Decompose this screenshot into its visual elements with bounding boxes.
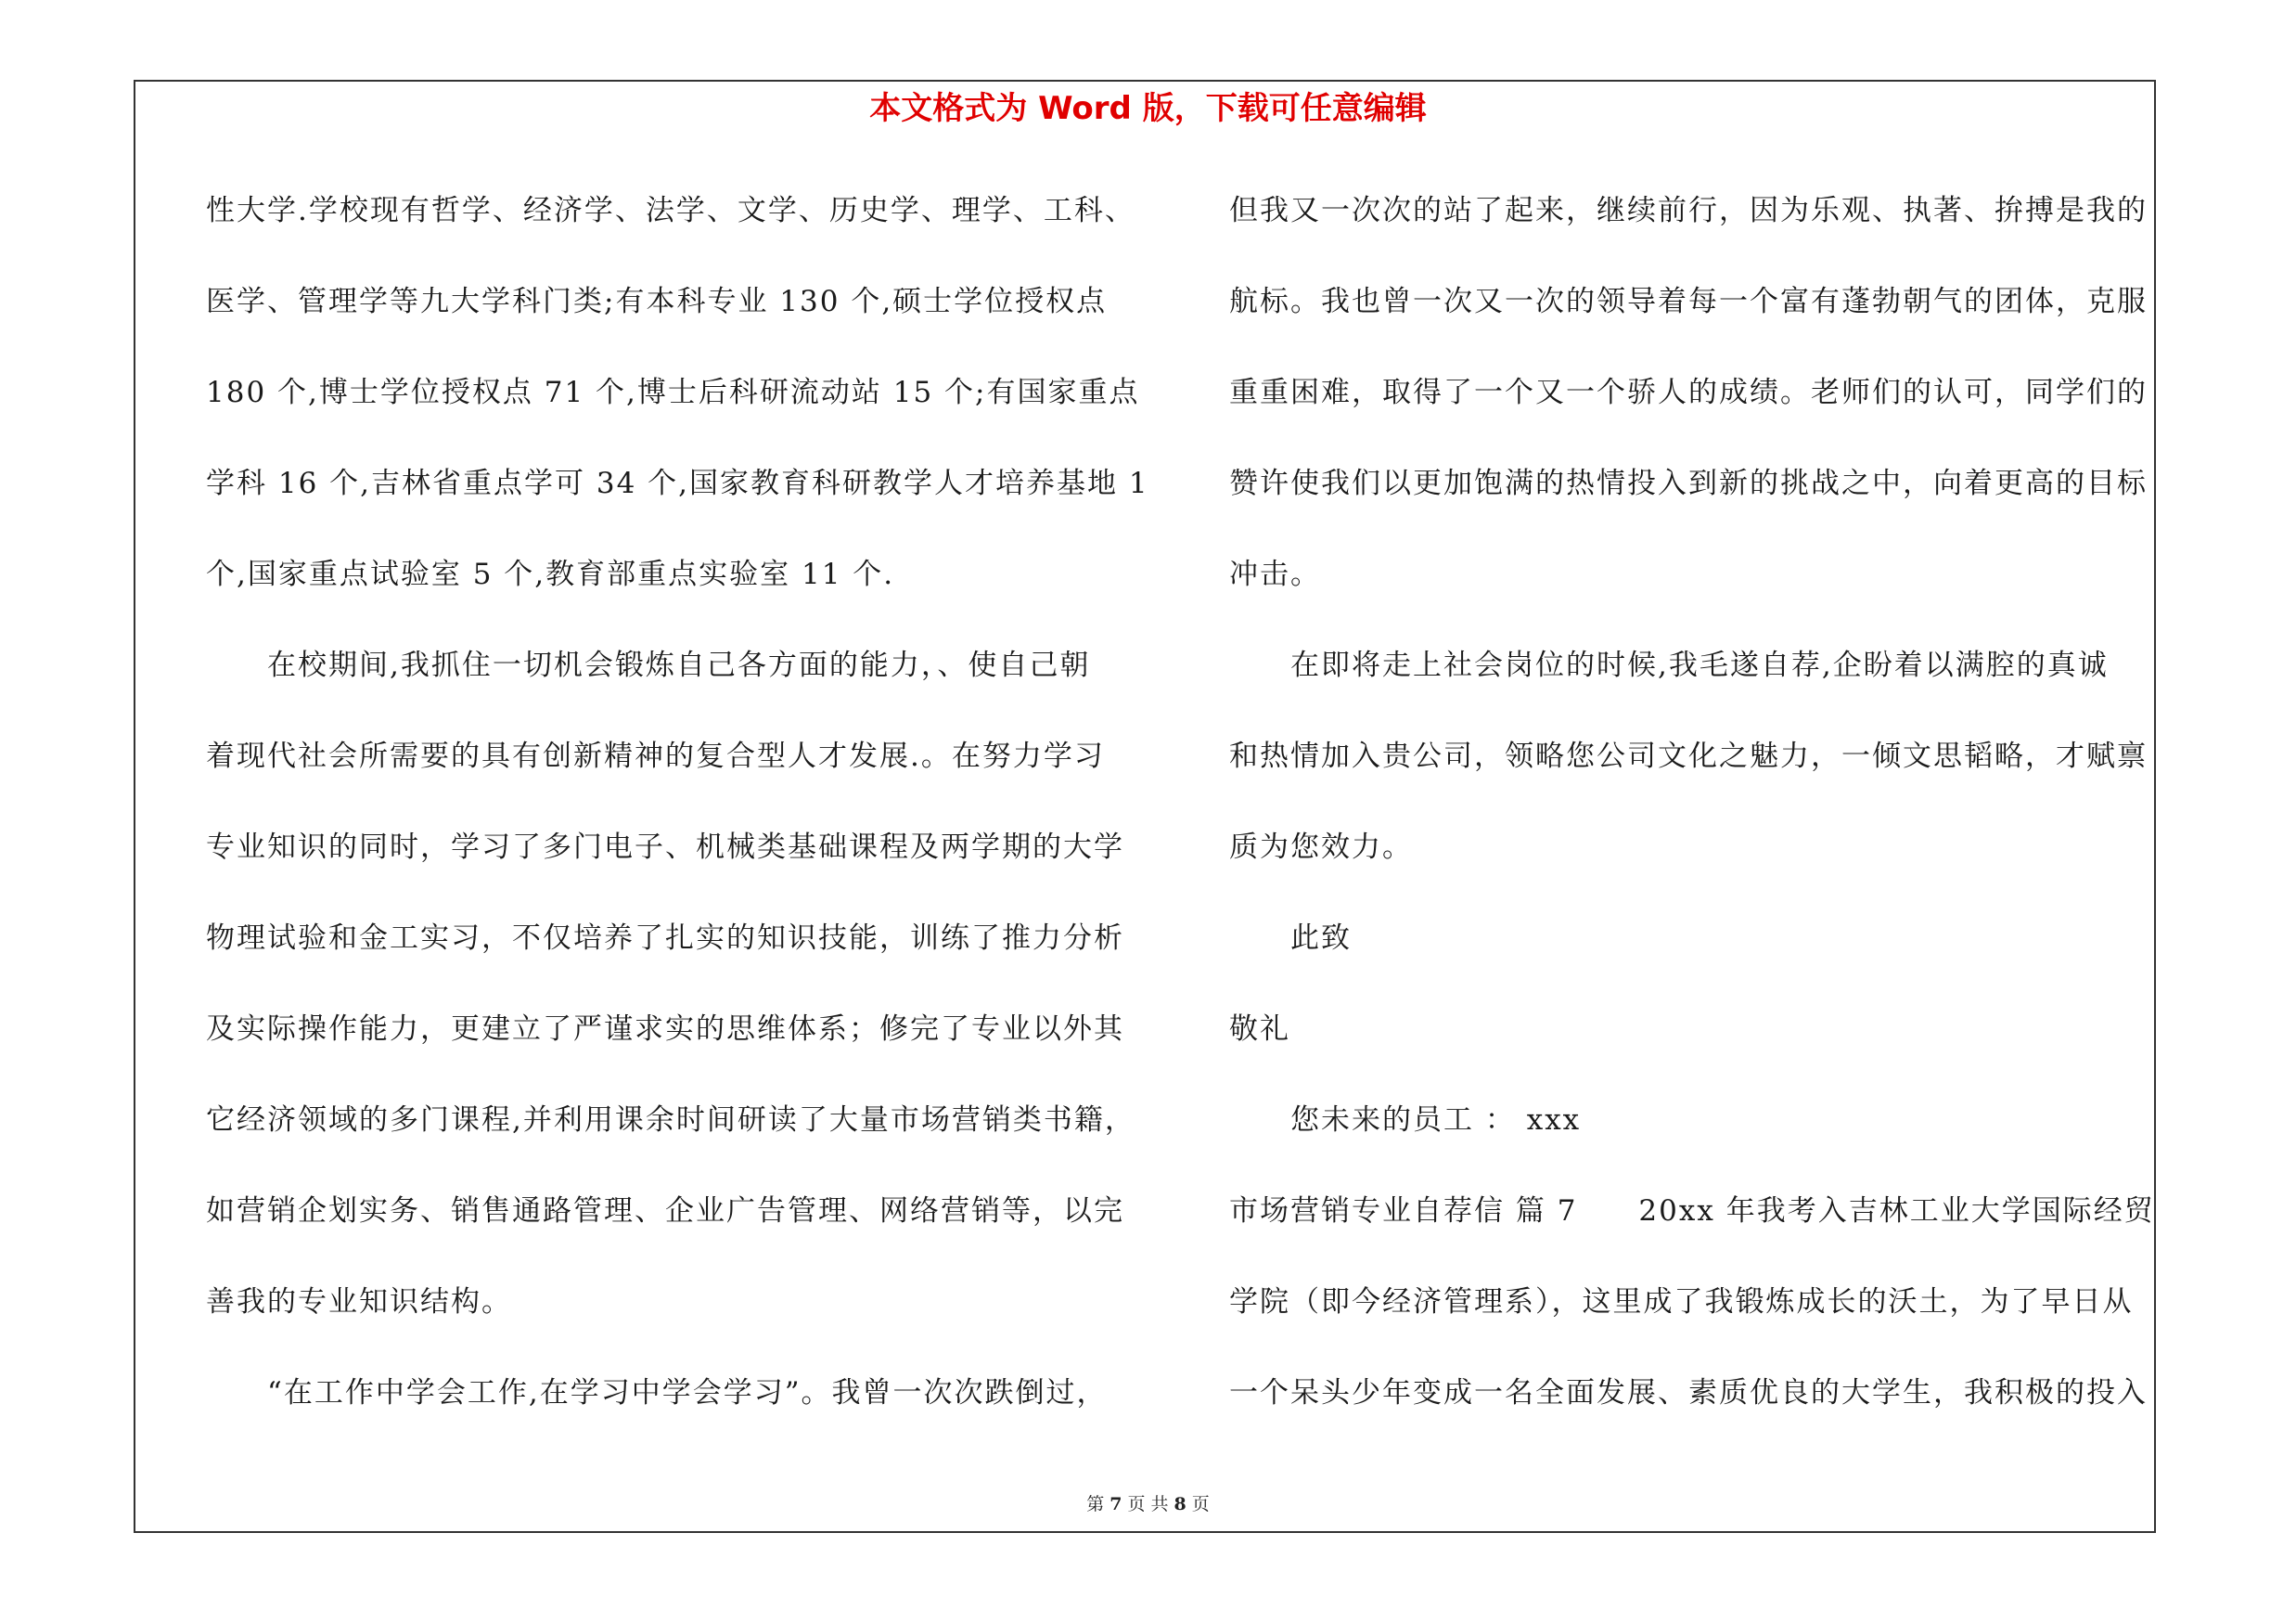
closing-line: 敬礼: [1229, 1012, 1290, 1046]
total-pages-number: 8: [1174, 1494, 1186, 1514]
footer-prefix: 第: [1086, 1494, 1105, 1514]
text-line: 专业知识的同时，学习了多门电子、机械类基础课程及两学期的大学: [206, 831, 1124, 864]
text-line: 及实际操作能力，更建立了严谨求实的思维体系；修完了专业以外其: [206, 1012, 1124, 1046]
text-line: 但我又一次次的站了起来，继续前行，因为乐观、执著、拚搏是我的: [1229, 194, 2148, 227]
text-line: 学科 16 个,吉林省重点学可 34 个,国家教育科研教学人才培养基地 1: [206, 467, 1149, 500]
text-line: 如营销企划实务、销售通路管理、企业广告管理、网络营销等，以完: [206, 1194, 1124, 1228]
text-line: 180 个,博士学位授权点 71 个,博士后科研流动站 15 个;有国家重点: [206, 376, 1140, 409]
salutation-line: 此致: [1290, 921, 1352, 955]
text-line: 善我的专业知识结构。: [206, 1285, 512, 1319]
text-line: 性大学.学校现有哲学、经济学、法学、文学、历史学、理学、工科、: [206, 194, 1135, 227]
text-line: 质为您效力。: [1229, 831, 1413, 864]
signature-line: 您未来的员工 ： xxx: [1290, 1103, 1582, 1137]
footer-suffix: 页: [1191, 1494, 1210, 1514]
footer-middle: 页 共: [1127, 1494, 1169, 1514]
text-line: 赞许使我们以更加饱满的热情投入到新的挑战之中，向着更高的目标: [1229, 467, 2148, 500]
text-line: 着现代社会所需要的具有创新精神的复合型人才发展.。在努力学习: [206, 740, 1105, 773]
section-heading-line: 市场营销专业自荐信 篇 7 20xx 年我考入吉林工业大学国际经贸: [1229, 1194, 2155, 1228]
left-text-column: [206, 182, 1152, 1455]
page-footer: [0, 1493, 2296, 1515]
paragraph-start-line: 在校期间,我抓住一切机会锻炼自己各方面的能力，、使自己朝: [267, 649, 1091, 682]
text-line: 医学、管理学等九大学科门类;有本科专业 130 个,硕士学位授权点: [206, 285, 1108, 318]
text-line: 重重困难，取得了一个又一个骄人的成绩。老师们的认可，同学们的: [1229, 376, 2148, 409]
text-line: 它经济领域的多门课程,并利用课余时间研读了大量市场营销类书籍，: [206, 1103, 1135, 1137]
text-line: 学院（即今经济管理系），这里成了我锻炼成长的沃土，为了早日从: [1229, 1285, 2134, 1319]
text-line: 和热情加入贵公司，领略您公司文化之魅力，一倾文思韬略，才赋禀: [1229, 740, 2148, 773]
text-line: 个,国家重点试验室 5 个,教育部重点实验室 11 个.: [206, 558, 895, 591]
text-line: 冲击。: [1229, 558, 1321, 591]
text-line: 一个呆头少年变成一名全面发展、素质优良的大学生，我积极的投入: [1229, 1376, 2148, 1410]
right-text-column: [1229, 182, 2157, 1455]
current-page-number: 7: [1110, 1494, 1122, 1514]
paragraph-start-line: “在工作中学会工作,在学习中学会学习”。我曾一次次跌倒过，: [267, 1376, 1108, 1410]
text-line: 航标。我也曾一次又一次的领导着每一个富有蓬勃朝气的团体，克服: [1229, 285, 2148, 318]
text-line: 物理试验和金工实习，不仅培养了扎实的知识技能，训练了推力分析: [206, 921, 1124, 955]
format-notice-banner: 本文格式为 Word 版，下载可任意编辑: [869, 90, 1427, 127]
paragraph-start-line: 在即将走上社会岗位的时候,我毛遂自荐,企盼着以满腔的真诚: [1290, 649, 2109, 682]
